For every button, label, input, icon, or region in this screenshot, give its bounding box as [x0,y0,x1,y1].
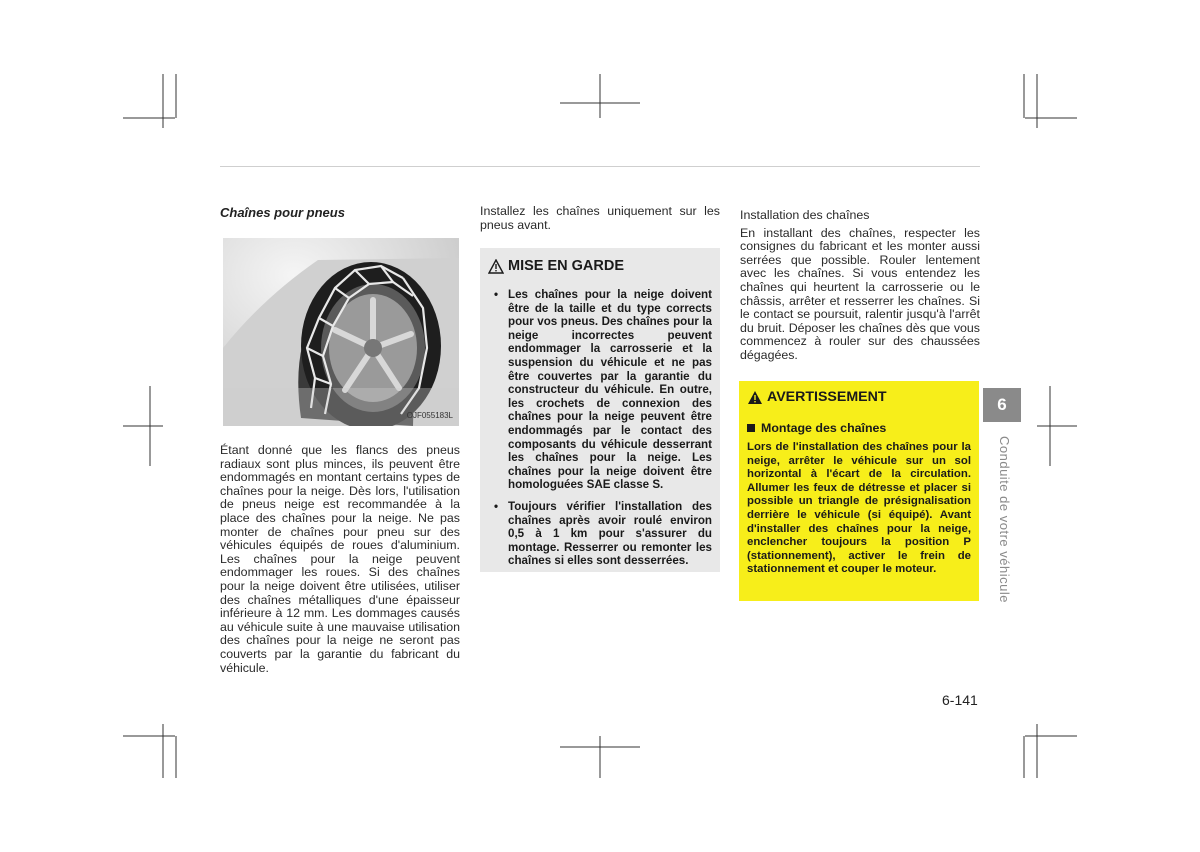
caution-title [488,258,712,274]
warning-box [739,381,979,601]
figure-code: OJF055183L [406,411,453,420]
warning-title [747,389,971,405]
square-bullet-icon [747,424,755,432]
intro-front-tires: Installez les chaînes uniquement sur les pneus avant. [480,204,720,232]
caution-item-text: Les chaînes pour la neige doivent être de la taille et du type corrects pour vos pneus. Des chaînes pour la neige incorrectes peuvent endommager la carrosserie et la suspension du véhicule et ne pas être couvertes par la garantie du constructeur du véhicule. En outre, les crochets de connexion des chaînes pour la neige peuvent être endommagés par le contact des composants du véhicule desserrant les chaînes pour la neige. Les chaînes pour la neige doivent être homologuées SAE classe S. [508,288,712,492]
warning-body: Lors de l'installation des chaînes pour la neige, arrêter le véhicule sur un sol horizontal à l'écart de la circulation. Allumer les feux de détresse et placer si possible un triangle de présignalisation derrière le véhicule (si équipé). Avant d'installer des chaînes pour la neige, enclencher toujours la position P (stationnement), activer le frein de stationnement et couper le moteur. [747,441,971,576]
body-paragraph-radial-tires: Étant donné que les flancs des pneus radiaux sont plus minces, ils peuvent être endommagés en montant certains types de chaînes pour la neige. Dès lors, l'utilisation de pneus neige est recommandée à la place des chaînes pour la neige. Ne pas monter de chaînes pour pneu sur des véhicules équipés de roues d'aluminium. Les chaînes pour la neige peuvent endommager les roues. Si des chaînes pour la neige doivent être utilisées, utiliser des chaînes métalliques d'une épaisseur inférieure à 12 mm. Les dommages causés au véhicule suite à une mauvaise utilisation des chaînes pour la neige ne seront pas couverts par la garantie du fabricant du véhicule. [220,443,460,675]
snow-chain-illustration [223,238,459,426]
chapter-label: Conduite de votre véhicule [997,436,1012,603]
header-rule [220,166,980,167]
caution-title-text: MISE EN GARDE [508,258,625,274]
page-number: 6-141 [942,692,978,708]
caution-box [480,248,720,572]
warning-subtitle-text: Montage des chaînes [761,421,887,435]
caution-list [488,288,712,568]
installation-paragraph: En installant des chaînes, respecter les consignes du fabricant et les monter aussi serrées que possible. Rouler lentement avec les chaînes. Si vous entendez les chaînes qui heurtent la carrosserie ou le châssis, arrêter et resserrer les chaînes. Si le contact se poursuit, ralentir jusqu'à l'arrêt du bruit. Déposer les chaînes dès que vous commencez à rouler sur des chaussées dégagées. [740,225,980,362]
section-title: Chaînes pour pneus [220,205,345,220]
caution-item: • Les chaînes pour la neige doivent être de la taille et du type corrects pour vos pneus. Des chaînes pour la neige incorrectes peuvent endommager la carrosserie et la suspension du véhicule et ne pas être couvertes par la garantie du constructeur du véhicule. En outre, les crochets de connexion des chaînes pour la neige peuvent être endommagés par le contact des composants du véhicule desserrant les chaînes pour la neige. Les chaînes pour la neige doivent être homologuées SAE classe S. [494,288,712,492]
warning-triangle-icon [488,259,504,274]
wheel-with-chain-image [223,238,459,426]
caution-item: • Toujours vérifier l'installation des chaînes après avoir roulé environ 0,5 à 1 km pour s'assurer du montage. Resserrer ou remonter les chaînes si elles sont desserrées. [494,499,712,568]
installation-heading: Installation des chaînes [740,208,870,222]
warning-subtitle [747,421,971,435]
chapter-tab: 6 [983,388,1021,422]
warning-title-text: AVERTISSEMENT [767,389,887,405]
caution-item-text: Toujours vérifier l'installation des chaînes après avoir roulé environ 0,5 à 1 km pour s'assurer du montage. Resserrer ou remonter les chaînes si elles sont desserrées. [508,499,712,568]
warning-triangle-icon [747,390,763,405]
